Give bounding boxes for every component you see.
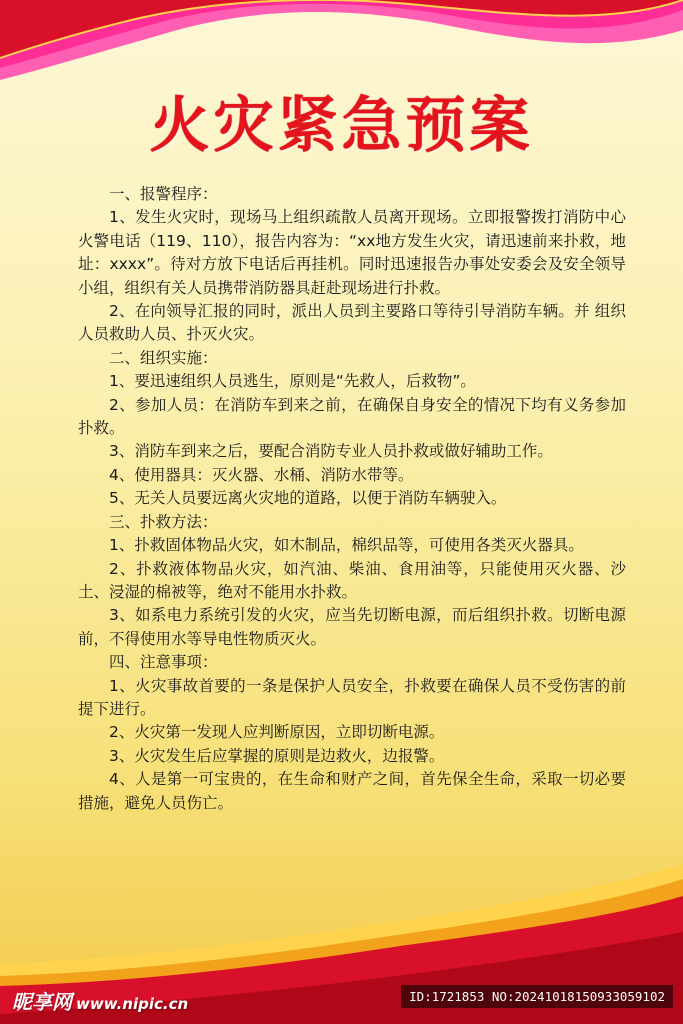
plan-item: 2、扑救液体物品火灾，如汽油、柴油、食用油等，只能使用灭火器、沙土、浸湿的棉被等，绝对不能用水扑救。 [78,559,626,601]
plan-item: 3、如系电力系统引发的火灾，应当先切断电源，而后组织扑救。切断电源前，不得使用水等导电性物质灭火。 [78,606,626,648]
plan-item: 1、发生火灾时，现场马上组织疏散人员离开现场。立即报警拨打消防中心火警电话（119、110），报告内容为：“xx地方发生火灾，请迅速前来扑救，地址：xxxx”。待对方放下电话后再挂机。同时迅速报告办事处安委会及安全领导小组，组织有关人员携带消防器具赶赴现场进行扑救。 [78,208,626,297]
section-heading: 四、注意事项： [109,653,218,672]
plan-item: 3、消防车到来之后，要配合消防专业人员扑救或做好辅助工作。 [109,442,553,461]
section-heading: 二、组织实施： [109,348,218,367]
plan-item: 4、使用器具：灭火器、水桶、消防水带等。 [109,465,414,484]
plan-item: 2、火灾第一发现人应判断原因，立即切断电源。 [109,723,445,742]
watermark-url: www.nipic.cn [76,995,189,1013]
plan-item: 2、在向领导汇报的同时，派出人员到主要路口等待引导消防车辆。并 组织人员救助人员、扑灭火灾。 [78,302,626,344]
watermark [12,986,188,1015]
plan-body [78,183,626,815]
section-heading: 三、扑救方法： [109,512,218,531]
plan-item: 2、参加人员：在消防车到来之前，在确保自身安全的情况下均有义务参加扑救。 [78,395,626,438]
plan-item: 5、无关人员要远离火灾地的道路，以便于消防车辆驶入。 [109,489,507,508]
image-id-bar: ID:1721853 NO:20241018150933059102 [401,985,673,1008]
plan-item: 3、火灾发生后应掌握的原则是边救火，边报警。 [109,746,445,765]
watermark-brand: 昵享网 [12,990,72,1014]
plan-item: 4、人是第一可宝贵的，在生命和财产之间，首先保全生命，采取一切必要措施，避免人员伤亡。 [78,770,626,812]
plan-item: 1、火灾事故首要的一条是保护人员安全，扑救要在确保人员不受伤害的前提下进行。 [78,676,626,718]
poster-title: 火灾紧急预案 [149,91,534,161]
plan-item: 1、要迅速组织人员逃生，原则是“先救人，后救物”。 [109,372,476,391]
plan-item: 1、扑救固体物品火灾，如木制品，棉织品等，可使用各类灭火器具。 [109,536,584,555]
section-heading: 一、报警程序： [109,185,218,203]
